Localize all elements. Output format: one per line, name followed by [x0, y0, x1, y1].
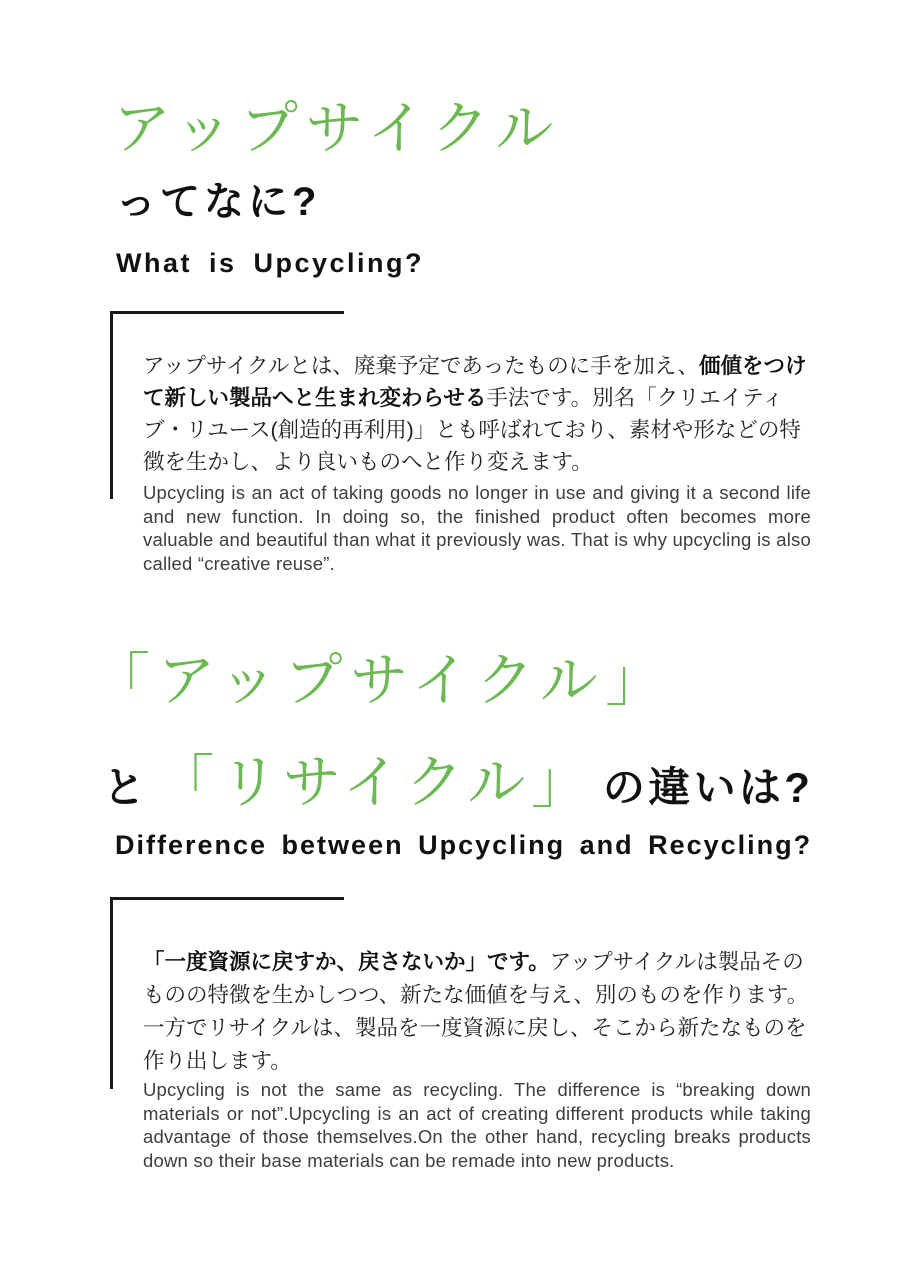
section1-title-english: What is Upcycling?	[116, 248, 425, 278]
jp-text-segment-bold: 価値をつけて新しい製品へと生まれ変わらせる	[143, 354, 807, 410]
title2-segment-difference: の違いは?	[602, 764, 814, 811]
jp-text-segment: アップサイクルとは、廃棄予定であったものに手を加え、	[143, 354, 699, 378]
section2-frame-left-line	[110, 897, 113, 1089]
title2-segment-recycle-green: 「リサイクル」	[156, 750, 595, 815]
section1-japanese-paragraph	[143, 350, 817, 478]
section1-subtitle-japanese: ってなに?	[116, 180, 321, 224]
section1-english-paragraph: Upcycling is an act of taking goods no longer in use and giving it a second life and new function. In doing so, the finished product often becomes more valuable and beautiful than what it previously was. That is why upcycling is also called “creative reuse”.	[143, 482, 811, 574]
section2-english-paragraph: Upcycling is not the same as recycling. The difference is “breaking down materials or not”.Upcycling is an act of creating different products while taking advantage of those themselves.On the other hand, recycling breaks products down so their base materials can be remade into new products.	[143, 1079, 811, 1171]
section1-title-japanese-green: アップサイクル	[113, 96, 561, 161]
jp-text-segment: アップサイクルは製品そのものの特徴を生かしつつ、新たな価値を与え、別のものを作ります。一方でリサイクルは、製品を一度資源に戻し、そこから新たなものを作り出します。	[143, 950, 809, 1073]
jp-text-segment: 手法です。別名「クリエイティブ・リユース(創造的再利用)」とも呼ばれており、素材や形などの特徴を生かし、より良いものへと作り変えます。	[143, 386, 801, 474]
jp-text-segment-bold: 「一度資源に戻すか、戻さないか」です。	[143, 950, 550, 974]
section2-title-english: Difference between Upcycling and Recycling?	[115, 830, 813, 860]
title2-segment-to: と	[103, 764, 149, 811]
section2-title-line1-green: 「アップサイクル」	[92, 648, 671, 713]
section1-frame-top-line	[110, 311, 344, 314]
section1-frame-left-line	[110, 311, 113, 499]
section2-japanese-paragraph	[143, 946, 821, 1078]
section2-frame-top-line	[110, 897, 344, 900]
section2-title-line2	[103, 735, 813, 819]
